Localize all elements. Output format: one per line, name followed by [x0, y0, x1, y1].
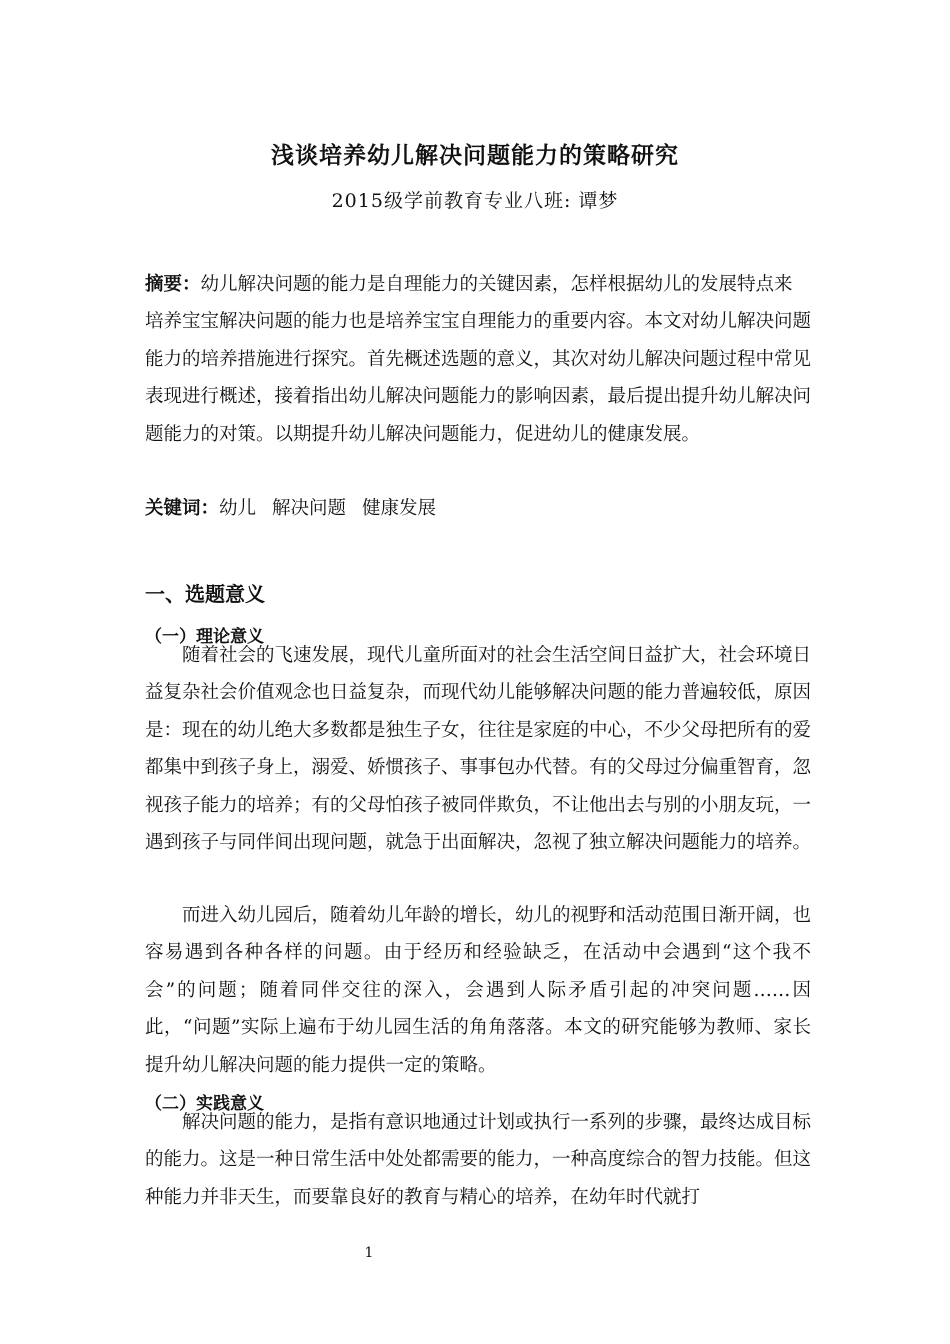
author-line: 2015级学前教育专业八班: 谭梦: [331, 190, 619, 212]
keywords: [145, 490, 811, 527]
page-number-text: 1: [364, 1245, 374, 1261]
paragraph: 解决问题的能力，是指有意识地通过计划或执行一系列的步骤，最终达成目标的能力。这是一种日常生活中处处都需要的能力，一种高度综合的智力技能。但这种能力并非天生，而要靠良好的教育与精心的培养，在幼年时代就打: [145, 1112, 812, 1208]
keyword-item: 解决问题: [272, 498, 347, 519]
page-number: [0, 1245, 738, 1261]
section-heading: 一、选题意义: [145, 582, 265, 606]
keyword-item: 幼儿: [219, 498, 257, 519]
keywords-label: 关键词：: [145, 498, 220, 519]
paragraph: 随着社会的飞速发展，现代儿童所面对的社会生活空间日益扩大，社会环境日益复杂社会价值观念也日益复杂，而现代幼儿能够解决问题的能力普遍较低，原因是：现在的幼儿绝大多数都是独生子女，往往是家庭的中心，不少父母把所有的爱都集中到孩子身上，溺爱、娇惯孩子、事事包办代替。有的父母过分偏重智育，忽视孩子能力的培养；有的父母怕孩子被同伴欺负，不让他出去与别的小朋友玩，一遇到孩子与同伴间出现问题，就急于出面解决，忽视了独立解决问题能力的培养。: [145, 645, 812, 854]
abstract: [145, 266, 811, 453]
abstract-text: 幼儿解决问题的能力是自理能力的关键因素，怎样根据幼儿的发展特点来培养宝宝解决问题的能力也是培养宝宝自理能力的重要内容。本文对幼儿解决问题能力的培养措施进行探究。首先概述选题的意义，其次对幼儿解决问题过程中常见表现进行概述，接着指出幼儿解决问题能力的影响因素，最后提出提升幼儿解决问题能力的对策。以期提升幼儿解决问题能力，促进幼儿的健康发展。: [145, 274, 812, 445]
subsection-heading-practice: （二）实践意义: [145, 1094, 264, 1114]
abstract-label: 摘要：: [145, 274, 201, 295]
page-title: 浅谈培养幼儿解决问题能力的策略研究: [271, 143, 679, 169]
paragraph: 而进入幼儿园后，随着幼儿年龄的增长，幼儿的视野和活动范围日渐开阔，也容易遇到各种各样的问题。由于经历和经验缺乏，在活动中会遇到“这个我不会”的问题；随着同伴交往的深入，会遇到人际矛盾引起的冲突问题……因此，“问题”实际上遍布于幼儿园生活的角角落落。本文的研究能够为教师、家长提升幼儿解决问题的能力提供一定的策略。: [145, 905, 812, 1076]
subsection-heading-theory: （一）理论意义: [145, 627, 264, 647]
keyword-item: 健康发展: [362, 498, 437, 519]
